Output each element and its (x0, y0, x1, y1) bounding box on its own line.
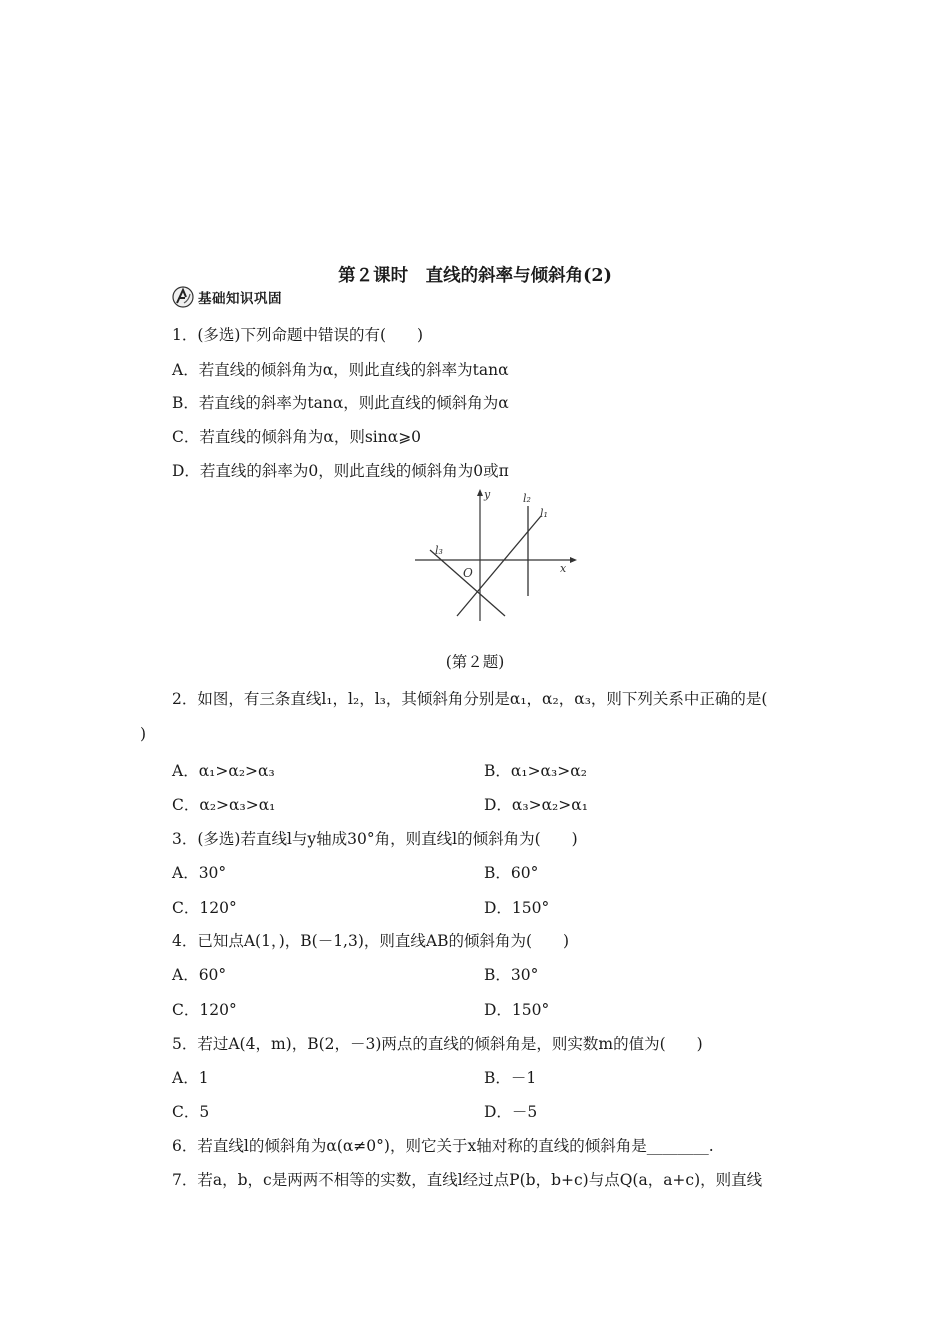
q3-option-c: C．120° (172, 899, 237, 917)
q2-option-d: D．α₃>α₂>α₁ (484, 796, 588, 814)
y-axis-arrow (477, 489, 483, 496)
label-l2: l₂ (523, 492, 531, 505)
label-x: x (560, 562, 567, 575)
q6-stem: 6．若直线l的倾斜角为α(α≠0°)，则它关于x轴对称的直线的倾斜角是________. (172, 1137, 714, 1155)
q2-figure (405, 486, 585, 626)
q1-stem: 1．(多选)下列命题中错误的有( ) (172, 326, 424, 344)
q3-option-d: D．150° (484, 899, 550, 917)
q5-stem: 5．若过A(4，m)，B(2，－3)两点的直线的倾斜角是，则实数m的值为( ) (172, 1035, 703, 1053)
label-l1: l₁ (540, 507, 548, 520)
q5-option-a: A．1 (172, 1069, 209, 1087)
label-y: y (484, 488, 491, 501)
q1-option-c: C．若直线的倾斜角为α，则sinα⩾0 (172, 428, 422, 446)
q3-option-b: B．60° (484, 864, 539, 882)
q1-option-d: D．若直线的斜率为0，则此直线的倾斜角为0或π (172, 462, 509, 480)
label-l3: l₃ (435, 544, 443, 557)
q2-option-c: C．α₂>α₃>α₁ (172, 796, 276, 814)
q5-option-c: C．5 (172, 1103, 210, 1121)
q1-option-b: B．若直线的斜率为tanα，则此直线的倾斜角为α (172, 394, 509, 412)
section-a-icon (172, 286, 194, 308)
q2-stem-continued: ) (140, 725, 147, 743)
q5-option-d: D．－5 (484, 1103, 538, 1121)
q7-stem: 7．若a，b，c是两两不相等的实数，直线l经过点P(b，b+c)与点Q(a，a+c)，则直线 (172, 1171, 763, 1189)
q4-stem: 4．已知点A(1，)，B(－1,3)，则直线AB的倾斜角为( ) (172, 932, 570, 950)
section-badge (172, 286, 282, 308)
q4-option-c: C．120° (172, 1001, 237, 1019)
figure-caption: (第２题) (445, 653, 505, 671)
x-axis-arrow (570, 557, 577, 563)
label-origin: O (463, 566, 473, 580)
q5-option-b: B．－1 (484, 1069, 537, 1087)
q1-option-a: A．若直线的倾斜角为α，则此直线的斜率为tanα (172, 361, 509, 379)
q3-option-a: A．30° (172, 864, 227, 882)
q4-option-b: B．30° (484, 966, 539, 984)
section-title: 基础知识巩固 (198, 291, 282, 307)
q4-option-d: D．150° (484, 1001, 550, 1019)
page-title: 第２课时 直线的斜率与倾斜角(2) (338, 266, 612, 286)
q2-stem: 2．如图，有三条直线l₁，l₂，l₃，其倾斜角分别是α₁，α₂，α₃，则下列关系中正确的是( (172, 690, 768, 708)
q4-option-a: A．60° (172, 966, 227, 984)
q2-option-b: B．α₁>α₃>α₂ (484, 762, 587, 780)
q2-option-a: A．α₁>α₂>α₃ (172, 762, 275, 780)
q3-stem: 3．(多选)若直线l与y轴成30°角，则直线l的倾斜角为( ) (172, 830, 578, 848)
